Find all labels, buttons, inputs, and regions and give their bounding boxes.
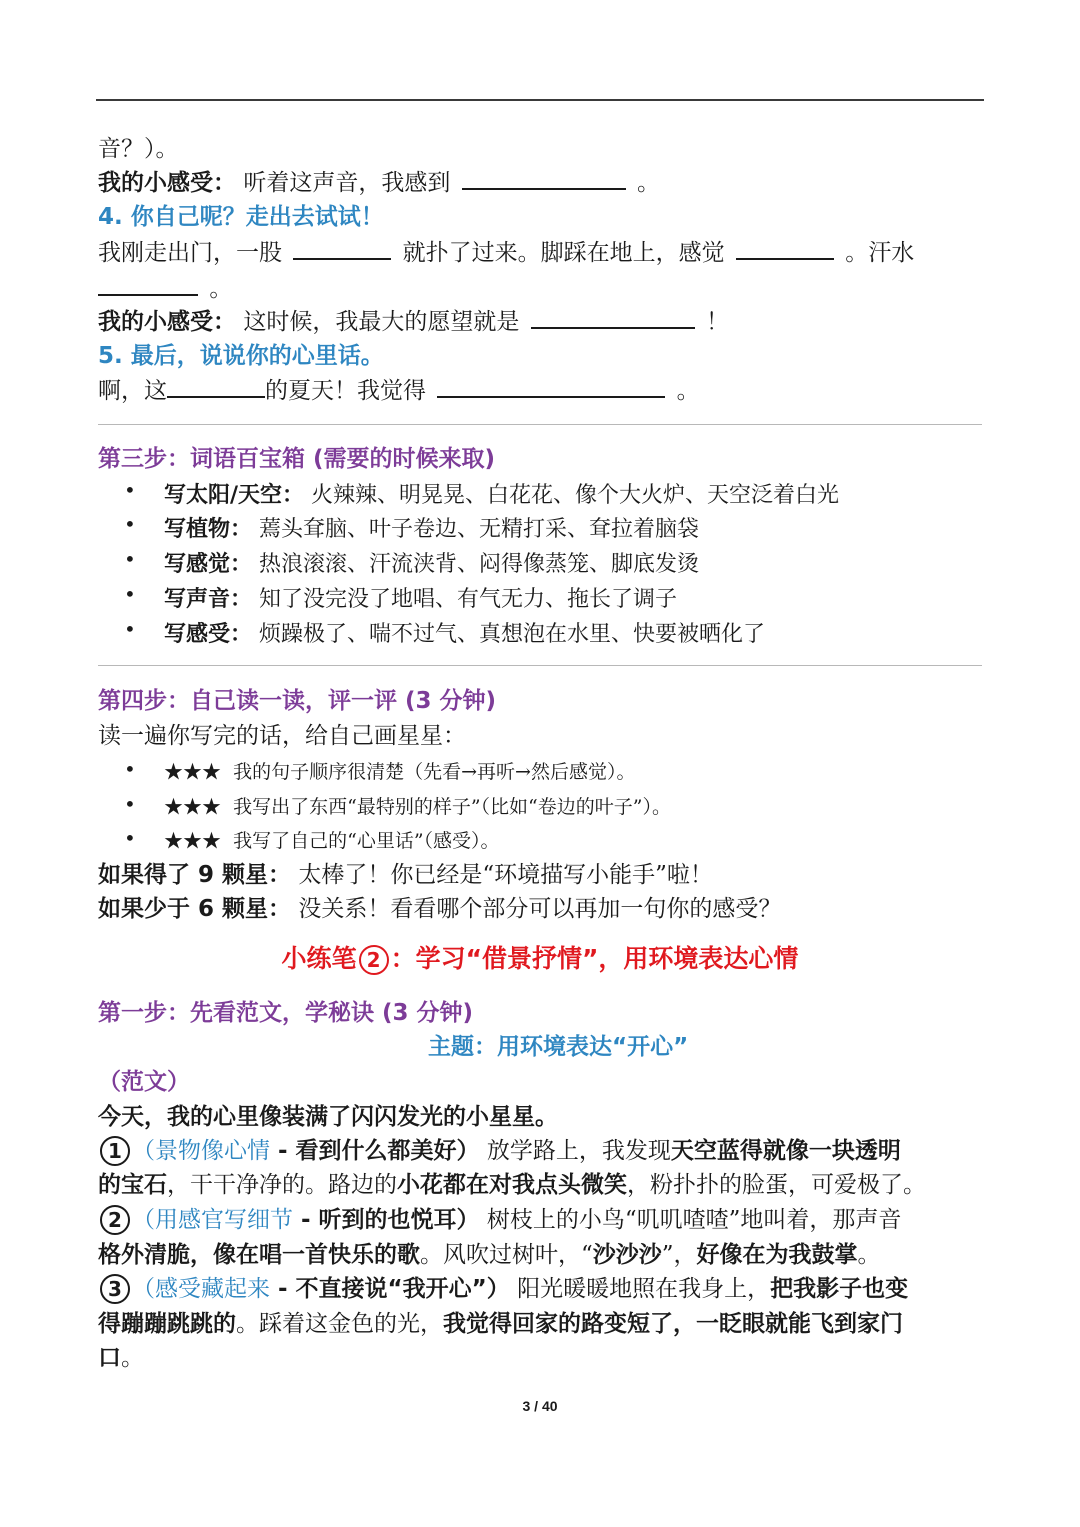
tip-3-line: 3 （感受藏起来 - 不直接说“我开心”） 阳光暖暖地照在我身上，把我影子也变 xyxy=(98,1272,984,1306)
section-divider xyxy=(98,424,982,425)
answer-blank[interactable] xyxy=(293,238,391,260)
practice-2-title: 小练笔 2 ：学习“借景抒情”，用环境表达心情 xyxy=(281,944,799,973)
tip-2-line-2: 格外清脆，像在唱一首快乐的歌。风吹过树叶，“沙沙沙”，好像在为我鼓掌。 xyxy=(98,1242,881,1268)
question-4-line: 我刚走出门，一股 就扑了过来。脚踩在地上，感觉 。汗水 xyxy=(98,240,915,266)
result-6-stars: 如果少于 6 颗星： 没关系！看看哪个部分可以再加一句你的感受？ xyxy=(98,896,782,922)
sample-label: （范文） xyxy=(98,1069,190,1095)
word-bank-item: • 写感觉： 热浪滚滚、汗流浃背、闷得像蒸笼、脚底发烫 xyxy=(128,547,699,578)
section-divider xyxy=(98,665,982,666)
word-bank-item: • 写感受： 烦躁极了、喘不过气、真想泡在水里、快要被晒化了 xyxy=(128,617,765,648)
tip-1-line: 1 （景物像心情 - 看到什么都美好） 放学路上，我发现天空蓝得就像一块透明 xyxy=(98,1134,984,1168)
word-bank-item: • 写植物： 蔫头耷脑、叶子卷边、无精打采、耷拉着脑袋 xyxy=(128,512,699,543)
question-5-title: 5. 最后，说说你的心里话。 xyxy=(98,343,384,369)
tip-2-line: 2 （用感官写细节 - 听到的也悦耳） 树枝上的小鸟“叽叽喳喳”地叫着，那声音 xyxy=(98,1203,984,1237)
question-4-title: 4. 你自己呢？走出去试试！ xyxy=(98,204,384,230)
answer-blank[interactable] xyxy=(167,376,265,398)
word-bank-item: • 写太阳/天空： 火辣辣、明晃晃、白花花、像个大火炉、天空泛着白光 xyxy=(128,478,839,509)
stars-icon: ★★★ xyxy=(164,761,222,783)
practice-2-step-1: 第一步：先看范文，学秘诀 (3 分钟) xyxy=(98,1000,474,1026)
answer-blank[interactable] xyxy=(437,376,665,398)
header-rule xyxy=(96,99,984,101)
self-check-item: • ★★★ 我写出了东西“最特别的样子”（比如“卷边的叶子”）。 xyxy=(128,792,671,819)
continuation-line: 音？）。 xyxy=(98,136,179,162)
feeling-line-1: 我的小感受： 听着这声音，我感到 。 xyxy=(98,170,660,196)
practice-2-theme: 主题：用环境表达“开心” xyxy=(428,1034,689,1060)
step-3-title: 第三步：词语百宝箱 (需要的时候来取) xyxy=(98,446,496,472)
answer-blank[interactable] xyxy=(98,274,198,296)
tip-1-line-2: 的宝石，干干净净的。路边的小花都在对我点头微笑，粉扑扑的脸蛋，可爱极了。 xyxy=(98,1172,926,1198)
result-9-stars: 如果得了 9 颗星： 太棒了！你已经是“环境描写小能手”啦！ xyxy=(98,862,713,888)
tip-3-line-3: 口。 xyxy=(98,1345,144,1371)
answer-blank[interactable] xyxy=(531,307,695,329)
answer-blank[interactable] xyxy=(462,168,626,190)
stars-icon: ★★★ xyxy=(164,796,222,818)
tip-3-line-2: 得蹦蹦跳跳的。踩着这金色的光，我觉得回家的路变短了，一眨眼就能飞到家门 xyxy=(98,1311,903,1337)
feeling-line-2: 我的小感受： 这时候，我最大的愿望就是 ！ xyxy=(98,309,729,335)
self-check-item: • ★★★ 我的句子顺序很清楚（先看→再听→然后感觉）。 xyxy=(128,757,635,784)
self-check-item: • ★★★ 我写了自己的“心里话”（感受）。 xyxy=(128,826,500,853)
step-4-title: 第四步：自己读一读，评一评 (3 分钟) xyxy=(98,688,497,714)
stars-icon: ★★★ xyxy=(164,830,222,852)
question-5-line: 啊，这 的夏天！我觉得 。 xyxy=(98,378,700,404)
step-4-intro: 读一遍你写完的话，给自己画星星： xyxy=(98,723,466,749)
question-4-line-2: 。 xyxy=(98,272,984,306)
answer-blank[interactable] xyxy=(736,238,834,260)
page-number: 3 / 40 xyxy=(522,1398,558,1414)
word-bank-item: • 写声音： 知了没完没了地唱、有气无力、拖长了调子 xyxy=(128,582,677,613)
sample-lead: 今天，我的心里像装满了闪闪发光的小星星。 xyxy=(98,1104,558,1130)
